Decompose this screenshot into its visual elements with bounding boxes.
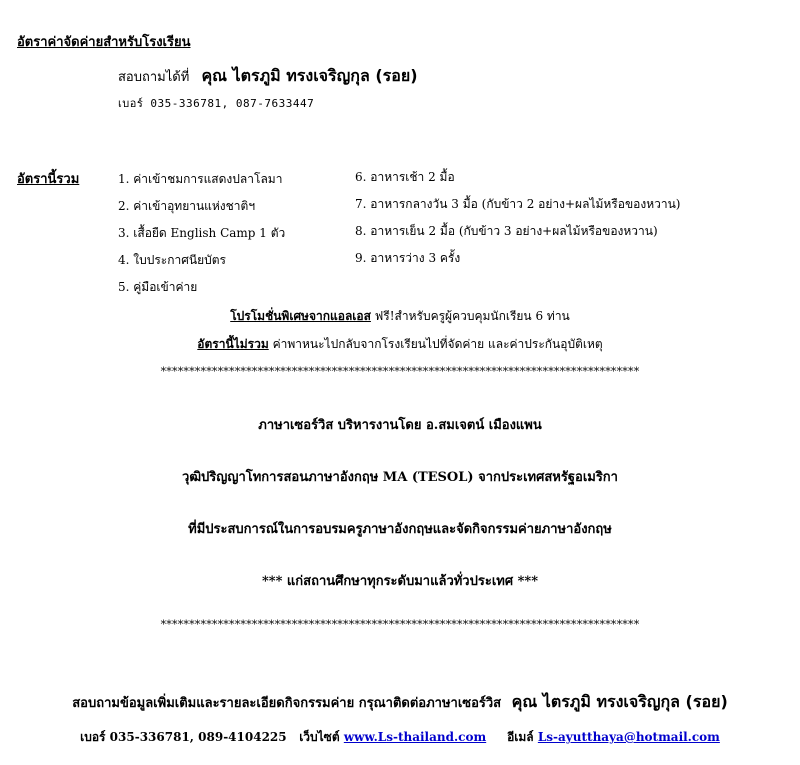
about-line-2: วุฒิปริญญาโทการสอนภาษาอังกฤษ MA (TESOL) จากประเทศสหรัฐอเมริกา	[182, 470, 618, 485]
footer-inquiry	[0, 690, 800, 715]
website-link[interactable]: www.Ls-thailand.com	[343, 730, 487, 744]
list-item: 2. ค่าเข้าอุทยานแห่งชาติฯ	[118, 199, 256, 213]
list-item: 4. ใบประกาศนียบัตร	[118, 253, 226, 267]
footer-phone: เบอร์ 035-336781, 089-4104225	[80, 730, 287, 744]
about-line-3: ที่มีประสบการณ์ในการอบรมครูภาษาอังกฤษและจัดกิจกรรมค่ายภาษาอังกฤษ	[188, 522, 612, 537]
website-label: เว็บไซต์	[299, 730, 340, 744]
about-line-4: *** แก่สถานศึกษาทุกระดับมาแล้วทั่วประเทศ ***	[261, 574, 539, 589]
contact-prefix: สอบถามได้ที่	[118, 70, 190, 85]
list-item: 9. อาหารว่าง 3 ครั้ง	[355, 251, 461, 265]
contact-name: คุณ ไตรภูมิ ทรงเจริญกุล (รอย)	[201, 66, 418, 85]
list-item: 7. อาหารกลางวัน 3 มื้อ (กับข้าว 2 อย่าง+ผลไม้หรือของหวาน)	[355, 197, 681, 211]
includes-right-list	[355, 168, 681, 276]
includes-left-list	[118, 170, 285, 305]
promo-text: ฟรี!สำหรับครูผู้ควบคุมนักเรียน 6 ท่าน	[374, 309, 570, 323]
separator-bottom: ************************************************************************************	[160, 618, 640, 631]
list-item: 6. อาหารเช้า 2 มื้อ	[355, 170, 455, 184]
email-label: อีเมล์	[507, 730, 534, 744]
footer-contacts	[0, 728, 800, 747]
promo-line	[0, 307, 800, 326]
list-item: 3. เสื้อยืด English Camp 1 ตัว	[118, 226, 286, 240]
contact-phone: เบอร์ 035-336781, 087-7633447	[118, 97, 315, 110]
includes-label: อัตรานี้รวม	[17, 172, 80, 187]
about-line-1: ภาษาเซอร์วิส บริหารงานโดย อ.สมเจตน์ เมืองแพน	[258, 418, 542, 433]
excludes-text: ค่าพาหนะไปกลับจากโรงเรียนไปที่จัดค่าย และค่าประกันอุบัติเหตุ	[272, 337, 603, 351]
list-item: 8. อาหารเย็น 2 มื้อ (กับข้าว 3 อย่าง+ผลไม้หรือของหวาน)	[355, 224, 658, 238]
email-link[interactable]: Ls-ayutthaya@hotmail.com	[537, 730, 720, 744]
footer-inquiry-text: สอบถามข้อมูลเพิ่มเติมและรายละเอียดกิจกรรมค่าย กรุณาติดต่อภาษาเซอร์วิส	[72, 696, 502, 711]
excludes-line	[0, 335, 800, 354]
list-item: 1. ค่าเข้าชมการแสดงปลาโลมา	[118, 172, 283, 186]
separator-top: ************************************************************************************	[160, 365, 640, 378]
contact-line	[118, 64, 418, 89]
footer-contact-name: คุณ ไตรภูมิ ทรงเจริญกุล (รอย)	[511, 692, 728, 711]
page-title: อัตราค่าจัดค่ายสำหรับโรงเรียน	[17, 35, 191, 50]
promo-label: โปรโมชั่นพิเศษจากแอลเอส	[230, 309, 371, 323]
excludes-label: อัตรานี้ไม่รวม	[197, 337, 269, 351]
list-item: 5. คู่มือเข้าค่าย	[118, 280, 198, 294]
